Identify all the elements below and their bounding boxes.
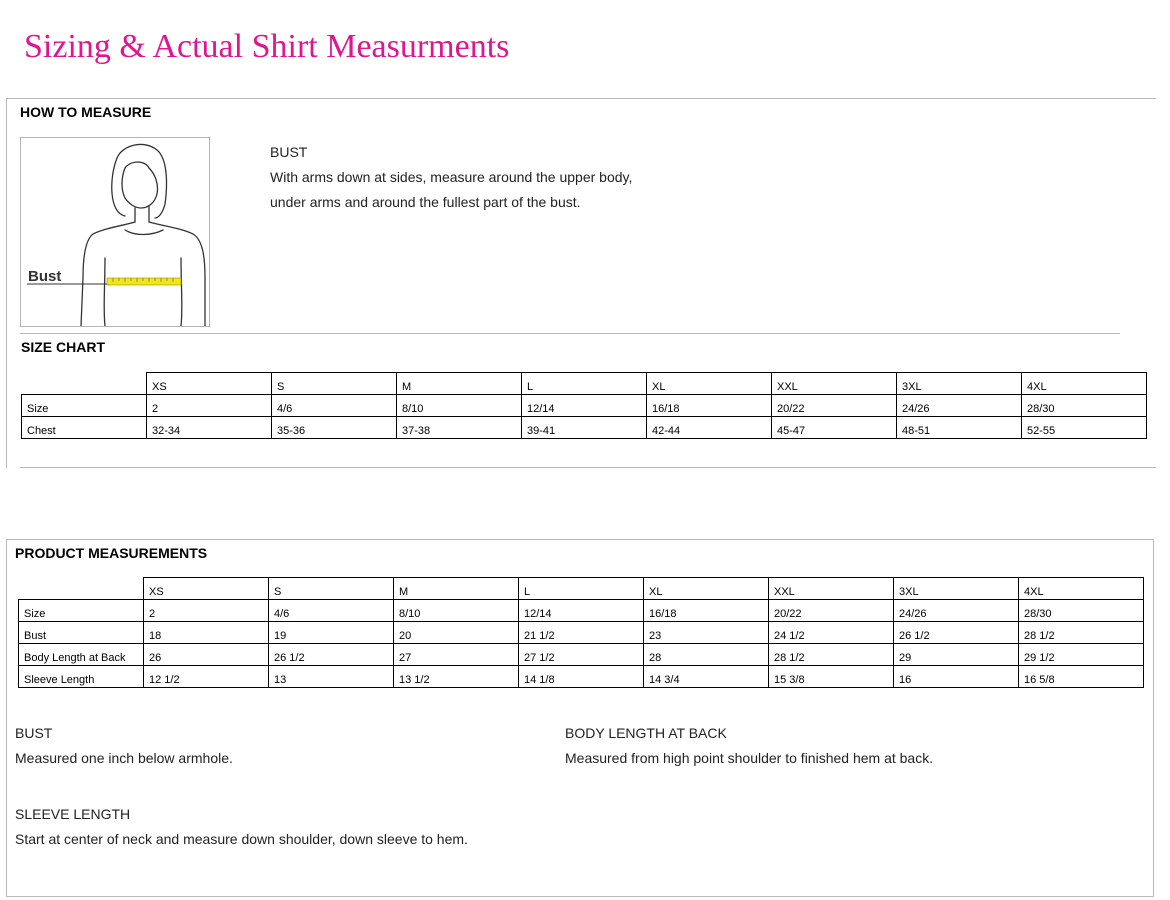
product-measurements-column-header: XXL: [769, 578, 894, 600]
product-measurements-cell: 28: [644, 644, 769, 666]
size-chart-header-row: [22, 373, 1147, 395]
note-bust-text: Measured one inch below armhole.: [15, 750, 233, 766]
size-chart-cell: 35-36: [272, 417, 397, 439]
how-to-measure-heading: HOW TO MEASURE: [20, 104, 152, 120]
divider-top-bottom: [20, 467, 1156, 468]
bust-instructions-line1: With arms down at sides, measure around the upper body,: [270, 169, 633, 185]
product-measurements-cell: 14 1/8: [519, 666, 644, 688]
product-measurements-cell: 24/26: [894, 600, 1019, 622]
divider-left-product: [6, 539, 7, 897]
size-chart-corner-cell: [22, 373, 147, 395]
woman-bust-measure-icon: [21, 138, 209, 326]
size-chart-cell: 37-38: [397, 417, 522, 439]
product-measurements-row: [19, 644, 1144, 666]
product-measurements-row-label: Sleeve Length: [19, 666, 144, 688]
product-measurements-cell: 23: [644, 622, 769, 644]
product-measurements-cell: 14 3/4: [644, 666, 769, 688]
product-measurements-cell: 26 1/2: [894, 622, 1019, 644]
product-measurements-row: [19, 622, 1144, 644]
bust-instructions-line2: under arms and around the fullest part of the bust.: [270, 194, 581, 210]
product-measurements-column-header: XL: [644, 578, 769, 600]
product-measurements-column-header: L: [519, 578, 644, 600]
size-chart-row-label: Size: [22, 395, 147, 417]
size-chart-cell: 45-47: [772, 417, 897, 439]
product-measurements-cell: 13 1/2: [394, 666, 519, 688]
product-measurements-cell: 28/30: [1019, 600, 1144, 622]
product-measurements-row: [19, 600, 1144, 622]
page-title: Sizing & Actual Shirt Measurments: [24, 28, 510, 65]
product-measurements-cell: 20: [394, 622, 519, 644]
product-measurements-cell: 15 3/8: [769, 666, 894, 688]
product-measurements-cell: 20/22: [769, 600, 894, 622]
bust-instructions: [270, 140, 632, 215]
size-chart-cell: 48-51: [897, 417, 1022, 439]
size-chart-cell: 24/26: [897, 395, 1022, 417]
product-measurements-cell: 26: [144, 644, 269, 666]
product-measurements-cell: 21 1/2: [519, 622, 644, 644]
size-chart-column-header: S: [272, 373, 397, 395]
product-measurements-row: [19, 666, 1144, 688]
product-measurements-cell: 19: [269, 622, 394, 644]
product-measurements-cell: 26 1/2: [269, 644, 394, 666]
size-chart-column-header: M: [397, 373, 522, 395]
product-measurements-cell: 16/18: [644, 600, 769, 622]
product-measurements-cell: 29: [894, 644, 1019, 666]
product-measurements-table: [18, 577, 1144, 688]
size-chart-cell: 52-55: [1022, 417, 1147, 439]
note-bust-title: BUST: [15, 725, 53, 741]
size-chart-row: [22, 395, 1147, 417]
product-measurements-cell: 27: [394, 644, 519, 666]
product-measurements-column-header: XS: [144, 578, 269, 600]
product-measurements-heading: PRODUCT MEASUREMENTS: [15, 545, 208, 561]
product-measurements-column-header: S: [269, 578, 394, 600]
divider-top: [6, 98, 1156, 99]
divider-size-chart: [20, 333, 1120, 334]
product-measurements-corner-cell: [19, 578, 144, 600]
bust-instructions-title: BUST: [270, 144, 308, 160]
note-sleeve-text: Start at center of neck and measure down shoulder, down sleeve to hem.: [15, 831, 468, 847]
product-measurements-cell: 2: [144, 600, 269, 622]
product-measurements-cell: 28 1/2: [1019, 622, 1144, 644]
product-measurements-cell: 28 1/2: [769, 644, 894, 666]
size-chart-cell: 12/14: [522, 395, 647, 417]
size-chart-row-label: Chest: [22, 417, 147, 439]
size-chart-column-header: 4XL: [1022, 373, 1147, 395]
product-measurements-cell: 29 1/2: [1019, 644, 1144, 666]
product-measurements-cell: 16 5/8: [1019, 666, 1144, 688]
divider-bottom: [6, 896, 1153, 897]
product-measurements-cell: 24 1/2: [769, 622, 894, 644]
size-chart-table: [21, 372, 1147, 439]
product-measurements-row-label: Bust: [19, 622, 144, 644]
product-measurements-cell: 8/10: [394, 600, 519, 622]
size-chart-cell: 28/30: [1022, 395, 1147, 417]
product-measurements-cell: 12 1/2: [144, 666, 269, 688]
size-chart-cell: 2: [147, 395, 272, 417]
size-chart-column-header: XXL: [772, 373, 897, 395]
product-measurements-cell: 12/14: [519, 600, 644, 622]
size-chart-cell: 8/10: [397, 395, 522, 417]
figure-bust-label: Bust: [28, 268, 62, 285]
size-chart-cell: 4/6: [272, 395, 397, 417]
size-chart-cell: 20/22: [772, 395, 897, 417]
product-measurements-column-header: 3XL: [894, 578, 1019, 600]
size-chart-cell: 39-41: [522, 417, 647, 439]
product-measurements-column-header: M: [394, 578, 519, 600]
size-chart-cell: 42-44: [647, 417, 772, 439]
divider-left-top: [6, 98, 7, 468]
note-body-length-text: Measured from high point shoulder to finished hem at back.: [565, 750, 934, 766]
product-measurements-cell: 13: [269, 666, 394, 688]
product-measurements-column-header: 4XL: [1019, 578, 1144, 600]
product-measurements-row-label: Size: [19, 600, 144, 622]
product-measurements-header-row: [19, 578, 1144, 600]
product-measurements-cell: 16: [894, 666, 1019, 688]
note-body-length-title: BODY LENGTH AT BACK: [565, 725, 727, 741]
product-measurements-cell: 18: [144, 622, 269, 644]
divider-product: [6, 539, 1153, 540]
size-chart-heading: SIZE CHART: [21, 339, 105, 355]
size-chart-column-header: XS: [147, 373, 272, 395]
size-chart-cell: 32-34: [147, 417, 272, 439]
product-measurements-row-label: Body Length at Back: [19, 644, 144, 666]
note-sleeve-title: SLEEVE LENGTH: [15, 806, 131, 822]
divider-right-product: [1153, 539, 1154, 897]
product-measurements-cell: 27 1/2: [519, 644, 644, 666]
bust-figure: [20, 137, 210, 327]
size-chart-cell: 16/18: [647, 395, 772, 417]
size-chart-column-header: L: [522, 373, 647, 395]
product-measurements-cell: 4/6: [269, 600, 394, 622]
size-chart-column-header: 3XL: [897, 373, 1022, 395]
size-chart-row: [22, 417, 1147, 439]
size-chart-column-header: XL: [647, 373, 772, 395]
